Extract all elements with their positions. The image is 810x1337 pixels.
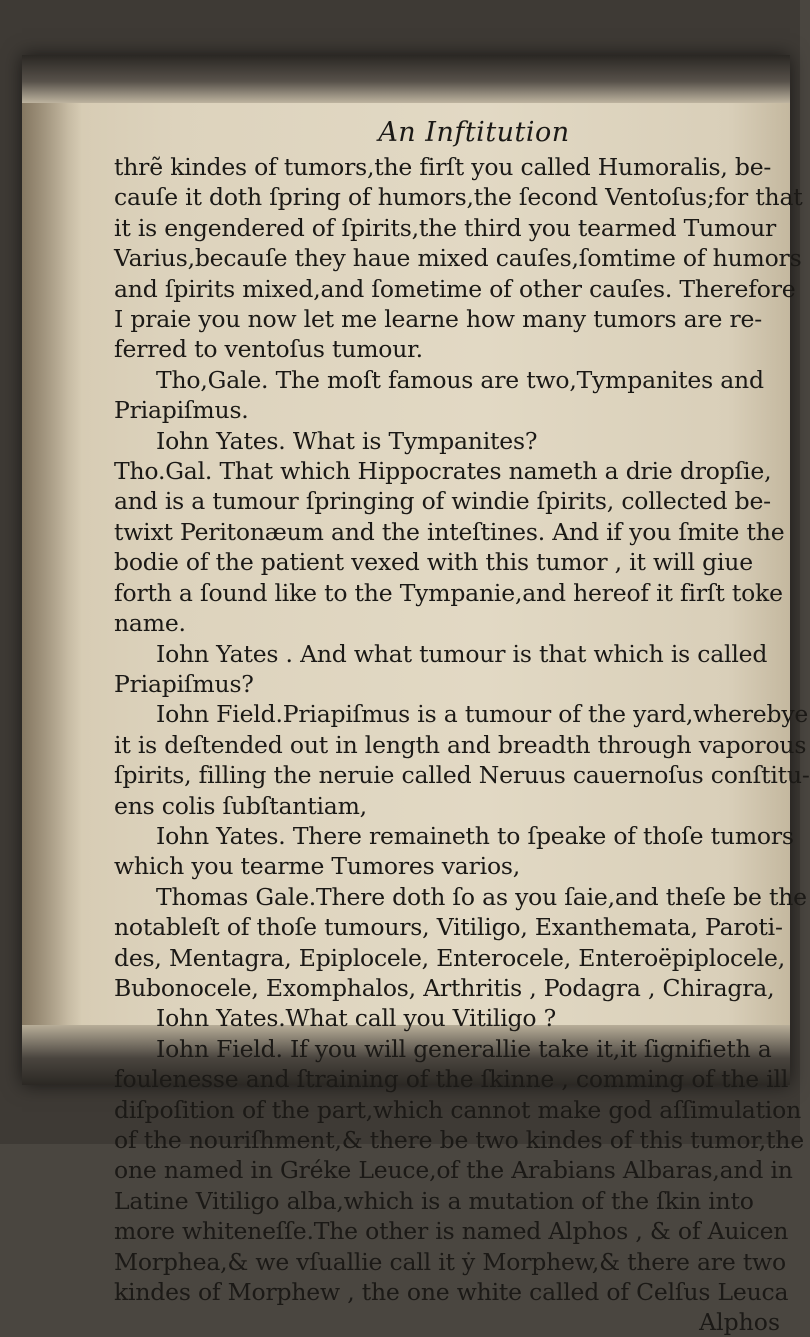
- text-line: one named in Gréke Leuce,of the Arabians Albaras,and in: [114, 1156, 793, 1185]
- text-line: I praie you now let me learne how many tumors are re-: [114, 305, 762, 334]
- body-text: [114, 152, 810, 1307]
- text-line: thrẽ kindes of tumors,the firſt you called Humoralis, be-: [114, 153, 772, 181]
- text-line: Varius,becauſe they haue mixed cauſes,ſomtime of humors: [114, 244, 802, 273]
- text-line: bodie of the patient vexed with this tumor , it will giue: [114, 548, 753, 577]
- page-top-edge: [22, 55, 790, 103]
- text-line: name.: [114, 609, 186, 638]
- text-line: and is a tumour ſpringing of windie ſpirits, collected be-: [114, 487, 771, 516]
- text-line: Tho,Gale. The moſt famous are two,Tympanites and: [156, 365, 764, 394]
- text-line: it is engendered of ſpirits,the third you tearmed Tumour: [114, 213, 777, 242]
- text-line: Iohn Yates . And what tumour is that which is called: [156, 639, 768, 668]
- running-head: An Inftitution: [378, 117, 570, 148]
- page-text-block: [114, 117, 810, 1337]
- text-line: Thomas Gale.There doth ſo as you ſaie,and theſe be the: [156, 882, 807, 911]
- text-line: of the nouriſhment,& there be two kindes of this tumor,the: [114, 1126, 804, 1154]
- text-line: notableſt of thoſe tumours, Vitiligo, Exanthemata, Paroti-: [114, 913, 783, 942]
- text-line: ferred to ventoſus tumour.: [114, 335, 423, 364]
- text-line: Latine Vitiligo alba,which is a mutation of the ſkin into: [114, 1186, 754, 1215]
- text-line: Iohn Field. If you will generallie take it,it ſignifieth a: [156, 1034, 772, 1063]
- text-line: des, Mentagra, Epiplocele, Enterocele, Enteroëpiplocele,: [114, 943, 786, 972]
- text-line: twixt Peritonæum and the inteſtines. And if you ſmite the: [114, 517, 785, 546]
- text-line: diſpoſition of the part,which cannot make god aſſimulation: [114, 1095, 802, 1124]
- text-line: ſpirits, filling the neruie called Neruus cauernoſus conſtitu-: [114, 761, 810, 790]
- text-line: Priapiſmus?: [114, 669, 254, 698]
- text-line: forth a ſound like to the Tympanie,and hereof it firſt toke: [114, 578, 783, 607]
- text-line: Bubonocele, Exomphalos, Arthritis , Podagra , Chiragra,: [114, 973, 775, 1002]
- text-line: Tho.Gal. That which Hippocrates nameth a drie dropſie,: [114, 457, 772, 486]
- text-line: kindes of Morphew , the one white called of Celſus Leuca: [114, 1278, 789, 1307]
- book-page: [22, 55, 810, 1337]
- text-line: Iohn Yates.What call you Vitiligo ?: [156, 1004, 556, 1033]
- text-line: which you tearme Tumores varios,: [114, 852, 521, 881]
- text-line: Morphea,& we vſuallie call it ẏ Morphew,& there are two: [114, 1247, 786, 1276]
- text-line: Priapiſmus.: [114, 396, 249, 425]
- text-line: more whiteneſſe.The other is named Alphos , & of Auicen: [114, 1217, 789, 1246]
- text-line: it is deſtended out in length and breadth through vaporous: [114, 730, 807, 759]
- text-line: Iohn Field.Priapiſmus is a tumour of the yard,wherebye: [156, 700, 809, 729]
- catchword: Alphos: [699, 1308, 780, 1337]
- text-line: cauſe it doth ſpring of humors,the ſecond Ventoſus;for that: [114, 183, 803, 212]
- text-line: and ſpirits mixed,and ſometime of other cauſes. Therefore: [114, 274, 796, 303]
- text-line: Iohn Yates. There remaineth to ſpeake of thoſe tumors: [156, 821, 794, 850]
- text-line: Iohn Yates. What is Tympanites?: [156, 426, 538, 455]
- text-line: ens colis ſubſtantiam,: [114, 791, 367, 820]
- text-line: foulenesse and ſtraining of the ſkinne , comming of the ill: [114, 1065, 789, 1094]
